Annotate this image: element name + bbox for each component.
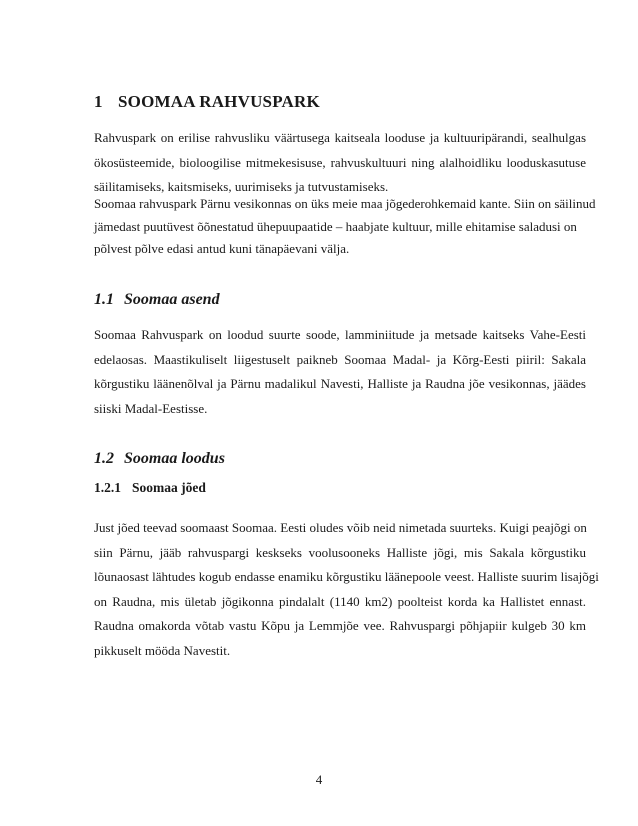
text-line: säilitamiseks, kaitsmiseks, uurimiseks ja tutvustamiseks. (94, 179, 389, 194)
text-line: Raudna omakorda võtab vastu Kõpu ja Lemmjõe vee. Rahvuspargi põhjapiir kulgeb 30 km (94, 618, 586, 633)
chapter-number: 1 (94, 92, 103, 111)
text-line: pikkuselt mööda Navestit. (94, 642, 231, 658)
section-1-1-paragraph (94, 323, 586, 421)
section-heading-1-1 (94, 291, 220, 309)
chapter-heading (94, 92, 320, 112)
section-number: 1.1 (94, 291, 114, 308)
text-line: Soomaa Rahvuspark on loodud suurte soode, lamminiitude ja metsade kaitseks Vahe-Eesti (94, 327, 586, 342)
subsection-number: 1.2.1 (94, 480, 121, 495)
section-title: Soomaa asend (124, 291, 220, 308)
text-line: siiski Madal-Eestisse. (94, 400, 208, 416)
text-line: Rahvuspark on erilise rahvusliku väärtusega kaitseala looduse ja kultuuripärandi, sealhulgas (94, 130, 586, 145)
text-line: lõunaosast lähtudes kogub endasse enamiku kõrgustiku läänepoole veest. Halliste suurim lisajõgi (94, 569, 599, 584)
intro-paragraph-2 (94, 193, 596, 261)
text-line: ökosüsteemide, bioloogilise mitmekesisuse, rahvuskultuuri ning alalhoidliku looduskasutuse (94, 154, 586, 170)
text-line: kõrgustiku läänenõlval ja Pärnu madalikul Navesti, Halliste ja Raudna jõe vesikonnas, jäädes (94, 376, 586, 391)
section-1-2-1-paragraph (94, 516, 599, 663)
section-heading-1-2 (94, 450, 225, 468)
subsection-title: Soomaa jõed (132, 480, 206, 495)
chapter-title: SOOMAA RAHVUSPARK (118, 92, 320, 111)
text-line: jämedast puutüvest õõnestatud ühepuupaatide – haabjate kultuur, mille ehitamise saladusi on (94, 218, 577, 234)
text-line: Soomaa rahvuspark Pärnu vesikonnas on üks meie maa jõgederohkemaid kante. Siin on säilinud (94, 196, 596, 211)
text-line: põlvest põlve edasi antud kuni tänapäevani välja. (94, 241, 350, 256)
section-title: Soomaa loodus (124, 450, 225, 467)
page-number: 4 (315, 772, 323, 787)
text-line: siin Pärnu, jääb rahvuspargi keskseks voolusooneks Halliste jõgi, mis Sakala kõrgustiku (94, 544, 586, 560)
text-line: Just jõed teevad soomaast Soomaa. Eesti oludes võib neid nimetada suurteks. Kuigi peajõgi on (94, 520, 587, 535)
subsection-heading-1-2-1 (94, 480, 206, 496)
intro-paragraph-1 (94, 126, 586, 200)
text-line: edelaosas. Maastikuliselt liigestuselt paikneb Soomaa Madal- ja Kõrg-Eesti piiril: Sakala (94, 351, 586, 367)
section-number: 1.2 (94, 450, 114, 467)
text-line: on Raudna, mis ületab jõgikonna pindalalt (1140 km2) poolteist korda ka Hallistet ennast. (94, 593, 586, 609)
